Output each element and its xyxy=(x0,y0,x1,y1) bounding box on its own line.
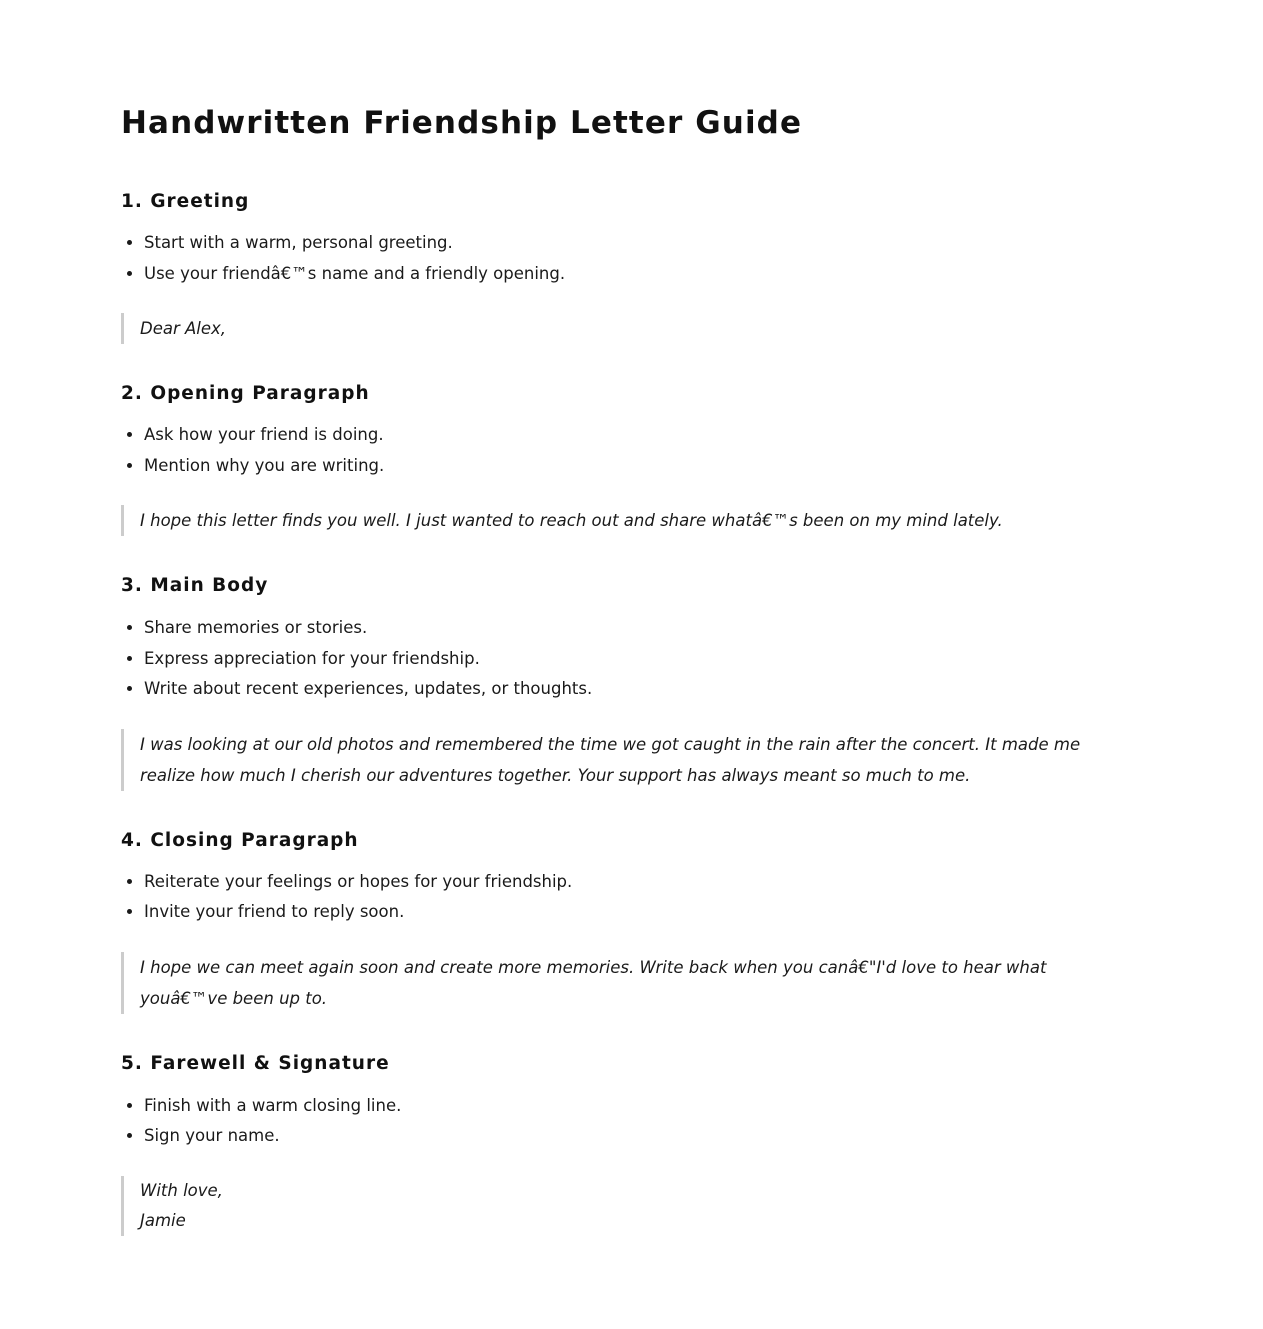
bullet-list xyxy=(121,613,1121,705)
section-heading: 2. Opening Paragraph xyxy=(121,383,370,404)
list-item: • Reiterate your feelings or hopes for your friendship. xyxy=(144,867,1121,898)
bullet-list xyxy=(121,867,1121,928)
bullet-list xyxy=(121,420,1121,481)
quote-line: I hope this letter finds you well. I just wanted to reach out and share whatâ€™s been on my mind lately. xyxy=(140,511,1003,530)
example-quote xyxy=(121,729,1115,791)
list-item: • Invite your friend to reply soon. xyxy=(144,897,1121,928)
section-heading: 1. Greeting xyxy=(121,191,250,212)
example-quote xyxy=(121,505,1115,536)
section-main-body xyxy=(121,573,1121,791)
section-greeting xyxy=(121,189,1121,344)
quote-line: I hope we can meet again soon and create more memories. Write back when you canâ€"I'd love to hear what youâ€™ve been up to. xyxy=(140,957,1047,1008)
quote-line: With love, xyxy=(140,1180,223,1200)
quote-line: Dear Alex, xyxy=(140,319,227,338)
bullet-list xyxy=(121,1091,1121,1152)
section-heading: 3. Main Body xyxy=(121,575,269,596)
quote-line: I was looking at our old photos and remembered the time we got caught in the rain after the concert. It made me realize how much I cherish our adventures together. Your support has always meant so much to me. xyxy=(140,734,1081,785)
example-quote xyxy=(121,313,1115,344)
list-item: • Mention why you are writing. xyxy=(144,451,1121,482)
page-title: Handwritten Friendship Letter Guide xyxy=(121,105,803,141)
list-item: • Finish with a warm closing line. xyxy=(144,1091,1121,1122)
section-farewell-signature xyxy=(121,1051,1121,1236)
section-heading: 4. Closing Paragraph xyxy=(121,829,359,851)
section-opening-paragraph xyxy=(121,381,1121,536)
example-quote xyxy=(121,952,1115,1014)
signature-line: Jamie xyxy=(140,1210,186,1230)
list-item: • Write about recent experiences, updates, or thoughts. xyxy=(144,674,1121,705)
section-heading: 5. Farewell & Signature xyxy=(121,1052,390,1074)
section-closing-paragraph xyxy=(121,828,1121,1014)
example-quote xyxy=(121,1176,1115,1236)
list-item: • Share memories or stories. xyxy=(144,613,1121,644)
list-item: • Start with a warm, personal greeting. xyxy=(144,228,1121,259)
list-item: • Ask how your friend is doing. xyxy=(144,420,1121,451)
list-item: • Sign your name. xyxy=(144,1121,1121,1152)
bullet-list xyxy=(121,228,1121,289)
list-item: • Express appreciation for your friendship. xyxy=(144,644,1121,675)
list-item: • Use your friendâ€™s name and a friendly opening. xyxy=(144,259,1121,290)
